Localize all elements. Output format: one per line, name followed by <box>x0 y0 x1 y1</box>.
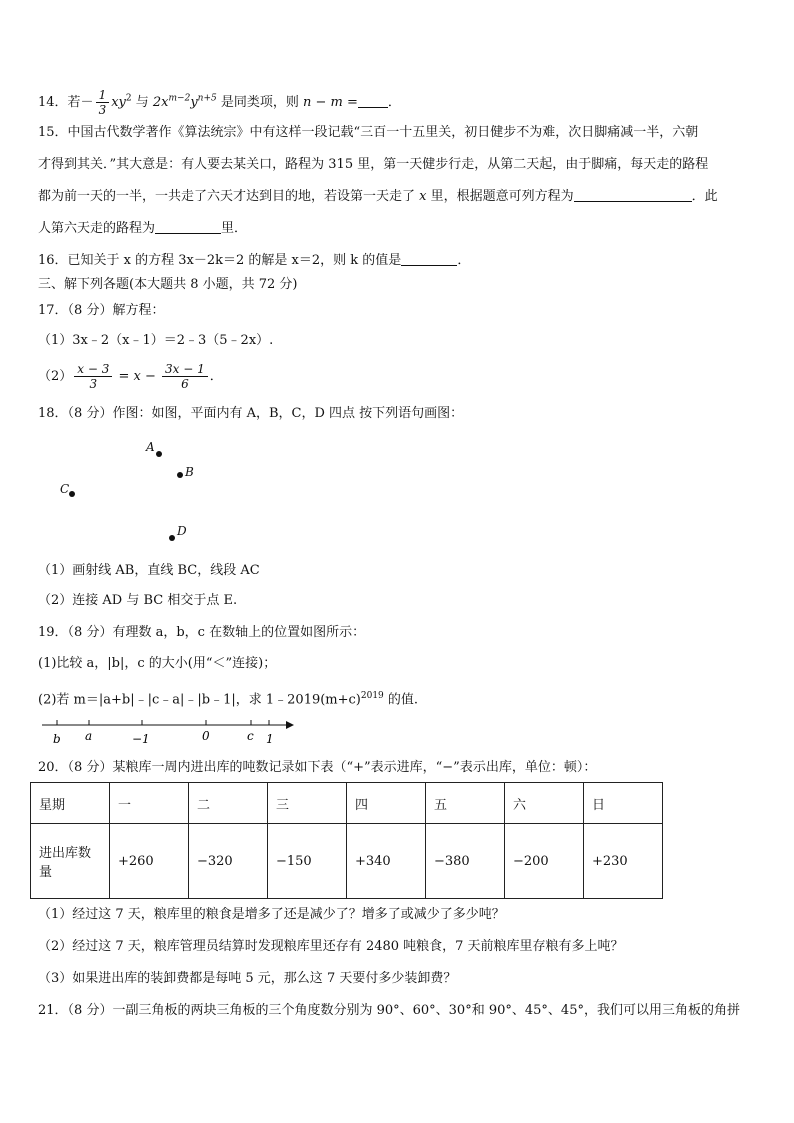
q15-line4-a: 人第六天走的路程为 <box>38 221 156 236</box>
q15-line-4 <box>38 221 247 237</box>
q15-line3-c: ．此 <box>691 189 718 204</box>
q20-title: 20．（8 分）某粮库一周内进出库的吨数记录如下表（“+”表示进库，“−”表示出库，单位：顿）： <box>38 760 597 775</box>
q15-equation-blank[interactable] <box>574 189 692 202</box>
q20-part-1: （1）经过这 7 天，粮库里的粮食是增多了还是减少了？增多了或减少了多少吨？ <box>38 907 505 922</box>
question-21: 21．（8 分）一副三角板的两块三角板的三个角度数分别为 90°、60°、30°和 90°、45°、45°，我们可以用三角板的角拼 <box>38 1003 740 1018</box>
header-cell: 一 <box>110 783 189 824</box>
q14-minus: － <box>80 95 94 110</box>
q19-p2-text: (2)若 m＝|a+b|﹣|c﹣a|﹣|b﹣1|，求 1﹣2019(m+c) <box>38 692 361 708</box>
q17-title: 17．（8 分）解方程： <box>38 303 165 318</box>
q17-part-1: （1）3x﹣2（x﹣1）＝2﹣3（5﹣2x）. <box>38 333 274 348</box>
q19-p2-end: 的值. <box>383 692 419 708</box>
q14-answer-blank[interactable] <box>358 95 388 108</box>
row-label-cell <box>31 824 110 899</box>
table-row <box>31 824 663 899</box>
section-3-heading: 三、解下列各题(本大题共 8 小题，共 72 分) <box>38 277 298 292</box>
value-cell: +260 <box>110 824 189 899</box>
header-cell: 日 <box>584 783 663 824</box>
q14-middle: 是同类项，则 <box>216 95 304 110</box>
q14-term2-exp1: m−2 <box>168 93 191 104</box>
value-cell: −380 <box>426 824 505 899</box>
value-cell: +230 <box>584 824 663 899</box>
q15-line-1: 15．中国古代数学著作《算法统宗》中有这样一段记载“三百一十五里关，初日健步不为难，次日脚痛减一半，六朝 <box>38 125 699 140</box>
q15-distance-blank[interactable] <box>155 221 221 234</box>
q19-part-2 <box>38 688 418 708</box>
label-a: a <box>85 729 93 743</box>
q20-part-2: （2）经过这 7 天，粮库管理员结算时发现粮库里还存有 2480 吨粮食，7 天前粮库里存粮有多上吨？ <box>38 939 624 954</box>
label-0: 0 <box>202 729 210 743</box>
value-cell: −150 <box>268 824 347 899</box>
q17-frac1-den: 3 <box>89 377 98 391</box>
q17-part-2 <box>38 362 223 391</box>
row-label-line-2: 量 <box>39 865 53 880</box>
q14-term2-exp2: n+5 <box>197 93 217 104</box>
point-c-dot <box>69 491 75 497</box>
grain-table <box>30 782 663 899</box>
q15-line-3 <box>38 189 718 205</box>
row-label-line-1: 进出库数 <box>39 846 92 861</box>
q18-part-2: （2）连接 AD 与 BC 相交于点 E. <box>38 593 238 608</box>
q15-var: x <box>419 189 427 204</box>
q16-end: ． <box>457 253 471 268</box>
q16-text: 16．已知关于 x 的方程 3x－2k＝2 的解是 x＝2，则 k 的值是 <box>38 253 402 268</box>
point-a-dot <box>156 451 162 457</box>
number-line-arrow-icon <box>286 721 294 729</box>
header-cell: 二 <box>189 783 268 824</box>
question-16 <box>38 253 470 269</box>
q17-frac2-den: 6 <box>181 377 189 391</box>
q18-title: 18．（8 分）作图：如图，平面内有 A，B，C，D 四点 按下列语句画图： <box>38 406 464 421</box>
q18-part-1: （1）画射线 AB，直线 BC，线段 AC <box>38 563 260 578</box>
q17-p2-end: ． <box>209 369 223 384</box>
label-1: 1 <box>266 732 274 746</box>
q19-p2-exponent: 2019 <box>360 691 384 701</box>
q14-term2-y: y <box>190 95 198 110</box>
q14-frac-num: 1 <box>96 88 110 103</box>
q17-p2-mid: = x − <box>114 369 161 384</box>
header-cell: 六 <box>505 783 584 824</box>
number-line <box>36 716 296 748</box>
table-header-row <box>31 783 663 824</box>
q17-p2-label: （2） <box>38 369 73 384</box>
q15-line3-b: 里，根据题意可列方程为 <box>426 189 574 204</box>
q20-part-3: （3）如果进出库的装卸费都是每吨 5 元，那么这 7 天要付多少装卸费？ <box>38 971 457 986</box>
label-minus-1: −1 <box>132 732 150 746</box>
q19-part-1: (1)比较 a，|b|，c 的大小(用“＜”连接)； <box>38 656 277 671</box>
q14-connector: 与 <box>131 95 153 110</box>
point-b-label: B <box>185 465 194 479</box>
q15-line3-a: 都为前一天的一半，一共走了六天才达到目的地，若设第一天走了 <box>38 189 420 204</box>
point-b-dot <box>177 472 183 478</box>
q17-fraction-1 <box>74 362 112 391</box>
header-cell: 四 <box>347 783 426 824</box>
q15-line-2: 才得到其关．”其大意是：有人要去某关口，路程为 315 里，第一天健步行走，从第二天起，由于脚痛，每天走的路程 <box>38 157 709 172</box>
header-cell: 五 <box>426 783 505 824</box>
point-d-dot <box>169 535 175 541</box>
q14-fraction <box>96 88 110 117</box>
q14-end: ． <box>387 95 401 110</box>
label-c: c <box>247 729 254 743</box>
q19-title: 19．（8 分）有理数 a，b，c 在数轴上的位置如图所示： <box>38 625 366 640</box>
q14-term1-exp: 2 <box>125 93 132 104</box>
q14-frac-den: 3 <box>98 103 107 117</box>
label-b: b <box>53 732 61 746</box>
value-cell: +340 <box>347 824 426 899</box>
q14-expr: n − m = <box>303 95 358 110</box>
header-cell: 三 <box>268 783 347 824</box>
header-cell: 星期 <box>31 783 110 824</box>
q17-fraction-2 <box>162 362 208 391</box>
value-cell: −200 <box>505 824 584 899</box>
question-14 <box>38 88 401 117</box>
point-c-label: C <box>60 482 70 496</box>
q14-term1: xy <box>111 95 126 110</box>
q16-answer-blank[interactable] <box>401 253 457 266</box>
point-d-label: D <box>177 524 187 538</box>
q17-frac2-num: 3x − 1 <box>162 362 208 377</box>
q17-frac1-num: x − 3 <box>74 362 112 377</box>
q14-term2: 2x <box>152 95 169 110</box>
q14-prefix: 14．若 <box>38 95 81 110</box>
value-cell: −320 <box>189 824 268 899</box>
q15-line4-b: 里． <box>221 221 248 236</box>
point-a-label: A <box>146 440 155 454</box>
